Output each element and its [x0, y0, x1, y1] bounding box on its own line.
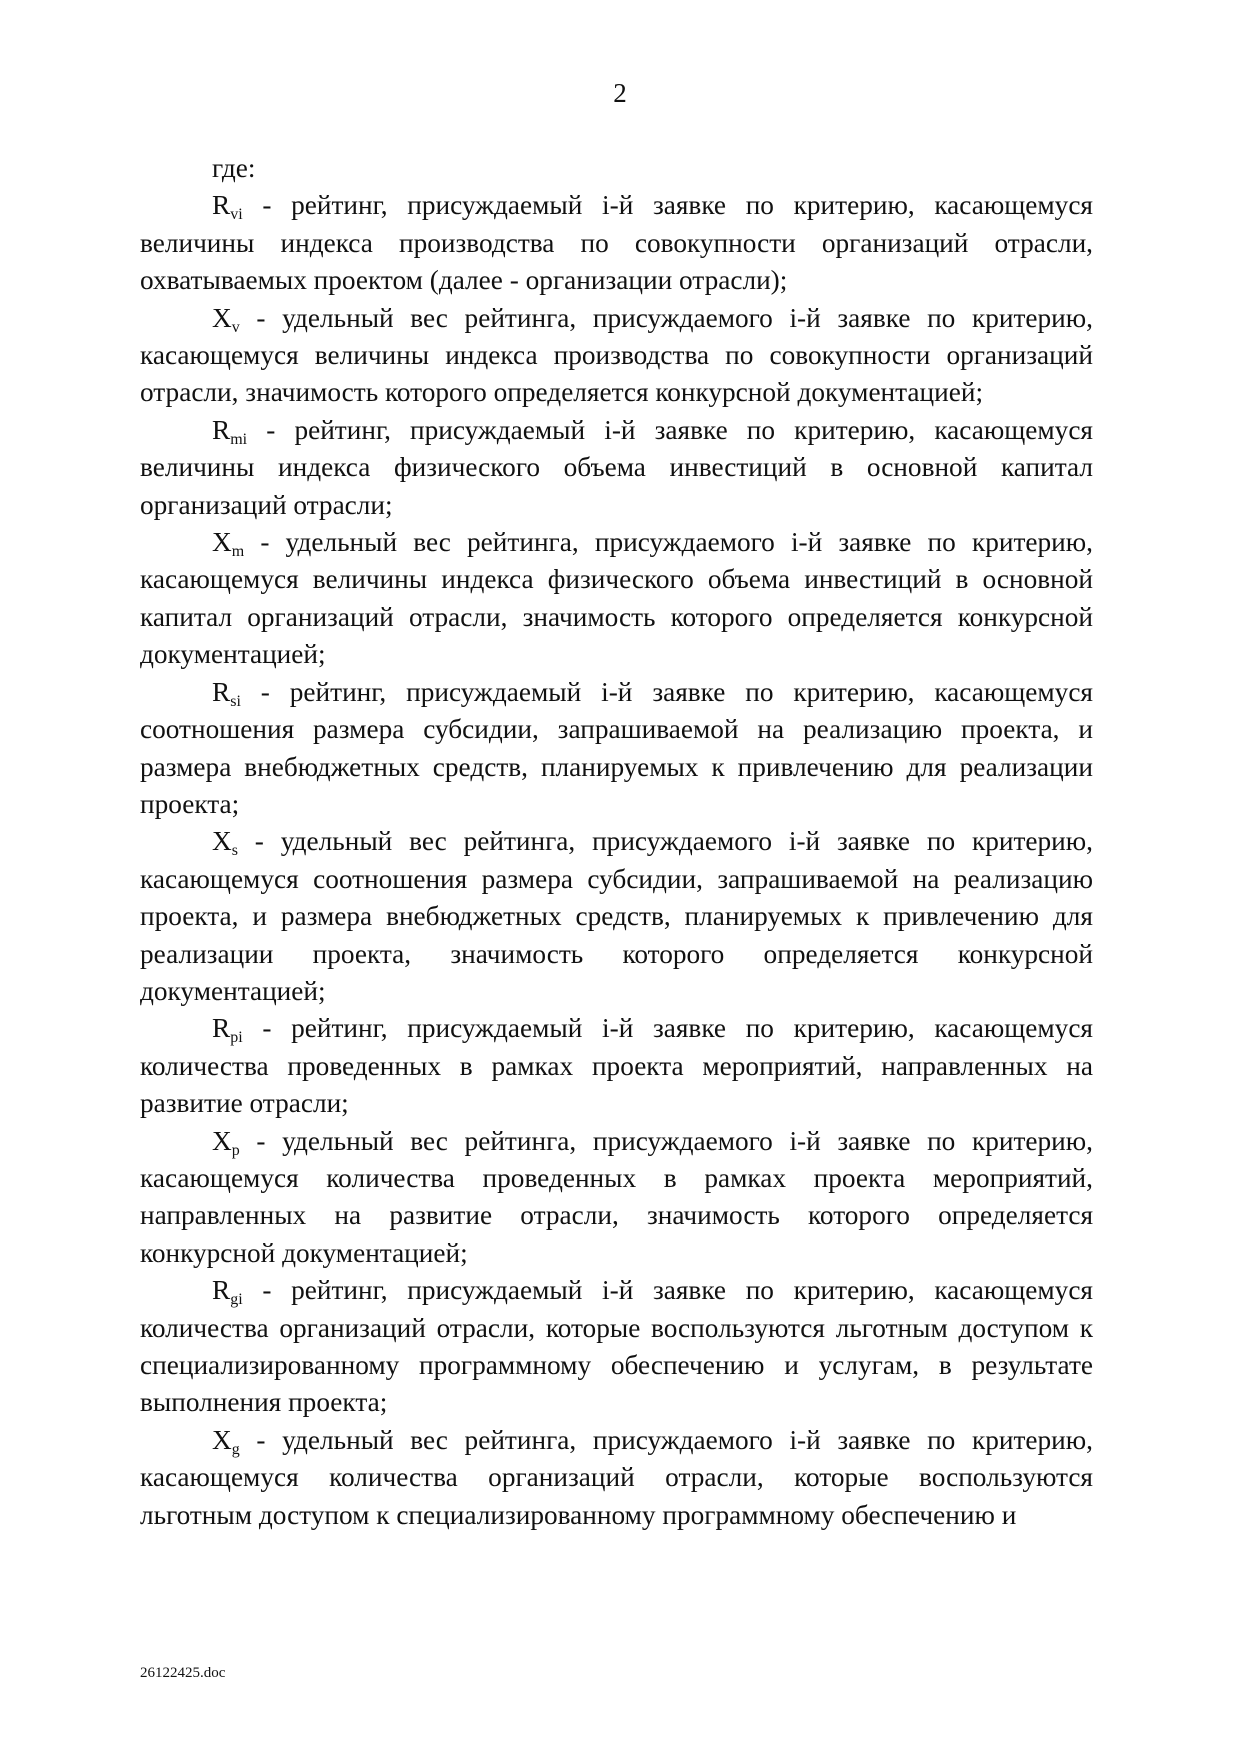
definition-r-pi: [140, 1010, 1093, 1122]
definition-text: - удельный вес рейтинга, присуждаемого i-й заявке по критерию, касающемуся количества организаций отрасли, которые воспользуются льготным доступом к специализированному программному обеспечению и: [140, 1424, 1093, 1530]
symbol: $R_{si}$: [212, 676, 241, 710]
symbol: $X_s$: [212, 826, 238, 860]
definition-x-g: [140, 1422, 1093, 1534]
definition-text: - удельный вес рейтинга, присуждаемого i-й заявке по критерию, касающемуся количества проведенных в рамках проекта мероприятий, направленных на развитие отрасли, значимость которого определяется конкурсной документацией;: [140, 1125, 1093, 1268]
definition-r-gi: [140, 1272, 1093, 1422]
file-name-footer: 26122425.doc: [140, 1665, 226, 1681]
symbol: $X_v$: [212, 302, 240, 336]
symbol: $X_g$: [212, 1424, 240, 1458]
definition-text: - рейтинг, присуждаемый i-й заявке по критерию, касающемуся количества организаций отрасли, которые воспользуются льготным доступом к специализированному программному обеспечению и услугам, в результате выполнения проекта;: [140, 1275, 1093, 1418]
definition-text: - удельный вес рейтинга, присуждаемого i-й заявке по критерию, касающемуся величины индекса производства по совокупности организаций отрасли, значимость которого определяется конкурсной документацией;: [140, 302, 1093, 408]
symbol: $R_{vi}$: [212, 190, 243, 224]
definition-text: - рейтинг, присуждаемый i-й заявке по критерию, касающемуся соотношения размера субсидии, запрашиваемой на реализацию проекта, и размера внебюджетных средств, планируемых к привлечению для реализации проекта;: [140, 676, 1093, 819]
definition-text: - рейтинг, присуждаемый i-й заявке по критерию, касающемуся величины индекса производства по совокупности организаций отрасли, охватываемых проектом (далее - организации отрасли);: [140, 190, 1093, 296]
symbol: $R_{gi}$: [212, 1275, 243, 1309]
definition-r-mi: [140, 412, 1093, 524]
definition-r-si: [140, 674, 1093, 824]
definition-text: - рейтинг, присуждаемый i-й заявке по критерию, касающемуся величины индекса физического объема инвестиций в основной капитал организаций отрасли;: [140, 414, 1093, 520]
page-number: 2: [613, 78, 627, 108]
intro-line: где:: [212, 153, 256, 183]
definition-x-v: [140, 300, 1093, 412]
definition-r-vi: [140, 187, 1093, 299]
definition-x-p: [140, 1123, 1093, 1273]
symbol: $X_p$: [212, 1125, 240, 1159]
definition-text: - удельный вес рейтинга, присуждаемого i-й заявке по критерию, касающемуся соотношения размера субсидии, запрашиваемой на реализацию проекта, и размера внебюджетных средств, планируемых к привлечению для реализации проекта, значимость которого определяется конкурсной документацией;: [140, 826, 1093, 1006]
symbol: $R_{pi}$: [212, 1013, 243, 1047]
symbol: $X_m$: [212, 527, 245, 561]
symbol: $R_{mi}$: [212, 414, 248, 448]
definition-text: - удельный вес рейтинга, присуждаемого i-й заявке по критерию, касающемуся величины индекса физического объема инвестиций в основной капитал организаций отрасли, значимость которого определяется конкурсной документацией;: [140, 527, 1093, 670]
definition-x-m: [140, 524, 1093, 674]
document-body: [140, 150, 1093, 1534]
definition-text: - рейтинг, присуждаемый i-й заявке по критерию, касающемуся количества проведенных в рамках проекта мероприятий, направленных на развитие отрасли;: [140, 1013, 1093, 1119]
definition-x-s: [140, 823, 1093, 1010]
